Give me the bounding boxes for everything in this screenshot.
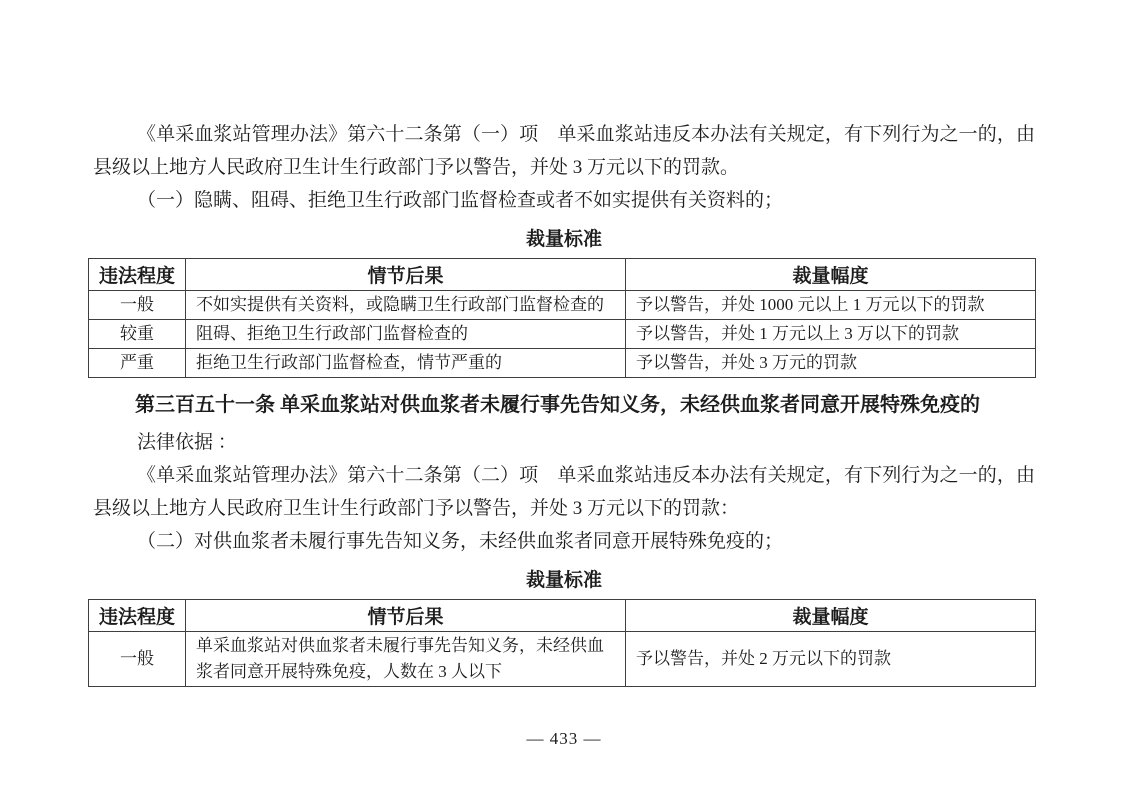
column-header-degree: 违法程度 — [89, 600, 186, 632]
section1-legal-text: 《单采血浆站管理办法》第六十二条第（一）项 单采血浆站违反本办法有关规定，有下列行为之一的，由县级以上地方人民政府卫生计生行政部门予以警告，并处 3 万元以下的罚款。 — [93, 124, 1035, 178]
cell-degree: 一般 — [89, 632, 186, 687]
section1-table-title: 裁量标准 — [525, 229, 602, 250]
section1-item-text: （一）隐瞒、阻碍、拒绝卫生行政部门监督检查或者不如实提供有关资料的； — [137, 190, 784, 211]
table-header-row — [89, 600, 1036, 632]
column-header-consequence: 情节后果 — [186, 259, 626, 291]
cell-degree: 严重 — [89, 349, 186, 378]
page-number: — 433 — — [526, 729, 602, 748]
section2-legal-basis-label: 法律依据 ： — [137, 432, 237, 453]
column-header-range: 裁量幅度 — [626, 600, 1036, 632]
table-row — [89, 349, 1036, 378]
table-header-row — [89, 259, 1036, 291]
column-header-consequence: 情节后果 — [186, 600, 626, 632]
table-row — [89, 320, 1036, 349]
cell-consequence: 阻碍、拒绝卫生行政部门监督检查的 — [186, 320, 626, 349]
cell-degree: 一般 — [89, 291, 186, 320]
column-header-degree: 违法程度 — [89, 259, 186, 291]
cell-range: 予以警告，并处 2 万元以下的罚款 — [626, 632, 1036, 687]
cell-consequence: 不如实提供有关资料，或隐瞒卫生行政部门监督检查的 — [186, 291, 626, 320]
table-row — [89, 632, 1036, 687]
table-row — [89, 291, 1036, 320]
section2-article-heading: 第三百五十一条 单采血浆站对供血浆者未履行事先告知义务，未经供血浆者同意开展特殊免疫的 — [135, 394, 980, 416]
section2-legal-text: 《单采血浆站管理办法》第六十二条第（二）项 单采血浆站违反本办法有关规定，有下列行为之一的，由县级以上地方人民政府卫生计生行政部门予以警告，并处 3 万元以下的罚款： — [93, 465, 1035, 519]
section2-table-title: 裁量标准 — [525, 570, 602, 591]
section2-item-text: （二）对供血浆者未履行事先告知义务，未经供血浆者同意开展特殊免疫的； — [137, 531, 784, 552]
cell-range: 予以警告，并处 3 万元的罚款 — [626, 349, 1036, 378]
cell-consequence: 单采血浆站对供血浆者未履行事先告知义务，未经供血浆者同意开展特殊免疫，人数在 3 人以下 — [186, 632, 626, 687]
cell-range: 予以警告，并处 1000 元以上 1 万元以下的罚款 — [626, 291, 1036, 320]
section2-discretion-table — [88, 599, 1036, 687]
cell-range: 予以警告，并处 1 万元以上 3 万以下的罚款 — [626, 320, 1036, 349]
section1-discretion-table — [88, 258, 1036, 378]
column-header-range: 裁量幅度 — [626, 259, 1036, 291]
cell-consequence: 拒绝卫生行政部门监督检查，情节严重的 — [186, 349, 626, 378]
cell-degree: 较重 — [89, 320, 186, 349]
